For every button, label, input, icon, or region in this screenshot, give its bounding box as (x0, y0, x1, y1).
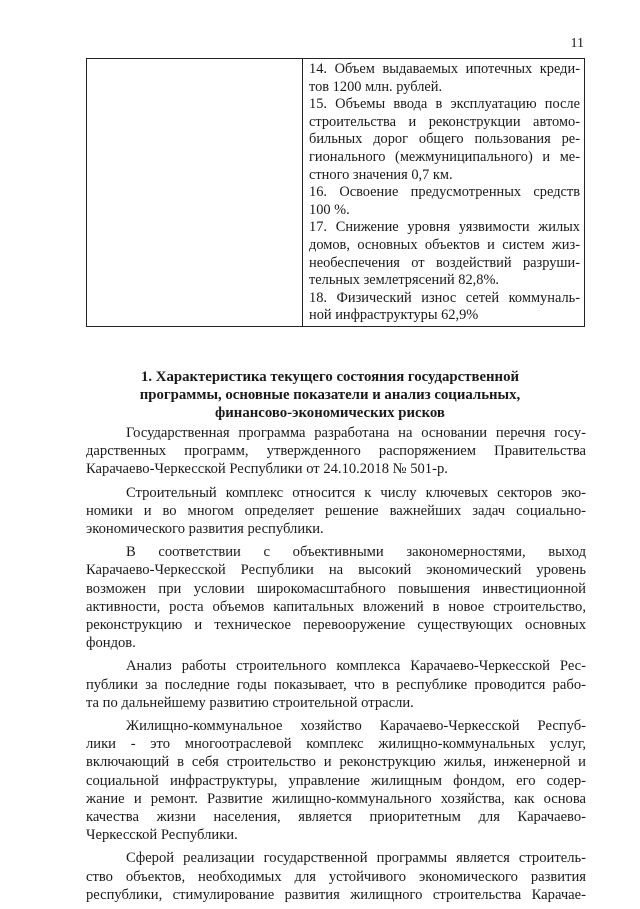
table-empty-cell (87, 59, 303, 326)
paragraph-line: жание и ремонт. Развитие жилищно-коммунального хозяйства, как основа (86, 790, 586, 807)
paragraph-line: публики за последние годы показывает, что в республике проводится рабо- (86, 676, 586, 693)
paragraph-line: Карачаево-Черкесской Республики на высокий экономический уровень (86, 562, 586, 579)
heading-line: финансово-экономических рисков (215, 405, 445, 421)
paragraph (86, 424, 586, 479)
paragraph-line: возможен при условии широкомасштабного повышения инвестиционной (86, 580, 586, 597)
indicator-line: 17. Снижение уровня уязвимости жилых (309, 219, 580, 236)
indicator-item (309, 96, 580, 184)
paragraph (86, 849, 586, 904)
paragraph-line: качества жизни населения, является приоритетным для Карачаево- (86, 809, 586, 826)
indicator-item (309, 219, 580, 289)
paragraph-line: республики, стимулирование развития жилищного строительства Карачае- (86, 886, 586, 903)
paragraph-line: Сферой реализации государственной программы является строитель- (126, 850, 586, 867)
paragraph-line: реконструкцию и техническое перевооружение существующих основных (86, 617, 586, 634)
indicator-line: бильных дорог общего пользования ре- (309, 131, 580, 148)
section-body (86, 424, 586, 909)
paragraph-line: Черкесской Республики. (86, 827, 238, 844)
paragraph-line: социальной инфраструктуры, управление жилищным фондом, его содер- (86, 772, 586, 789)
indicator-line: 16. Освоение предусмотренных средств (309, 184, 580, 201)
indicator-line: строительства и реконструкции автомо- (309, 113, 580, 130)
indicator-line: 14. Объем выдаваемых ипотечных креди- (309, 61, 580, 77)
paragraph-line: лики - это многоотраслевой комплекс жилищно-коммунальных услуг, (86, 736, 586, 753)
paragraph-line: В соответствии с объективными закономерностями, выход (126, 544, 586, 561)
paragraph-line: экономического развития республики. (86, 521, 324, 538)
indicator-line: гионального (межмуниципального) и ме- (309, 148, 580, 165)
paragraph (86, 717, 586, 844)
heading-line: программы, основные показатели и анализ социальных, (139, 387, 521, 403)
paragraph-line: ство объектов, необходимых для устойчивого экономического развития (86, 868, 586, 885)
paragraph-line: Анализ работы строительного комплекса Карачаево-Черкесской Рес- (126, 658, 586, 675)
indicators-table (86, 58, 585, 327)
paragraph-line: Государственная программа разработана на основании перечня госу- (126, 425, 586, 441)
indicator-line: 18. Физический износ сетей коммуналь- (309, 289, 580, 306)
indicator-line: необеспечения от воздействий разруши- (309, 254, 580, 271)
heading-line: 1. Характеристика текущего состояния государственной (141, 369, 519, 385)
paragraph (86, 484, 586, 539)
section-heading (90, 368, 570, 422)
indicator-line: 15. Объемы ввода в эксплуатацию после (309, 96, 580, 113)
paragraph (86, 657, 586, 712)
paragraph (86, 543, 586, 652)
paragraph-line: активности, роста объемов капитальных вложений в новое строительство, (86, 598, 586, 615)
indicator-line: стного значения 0,7 км. (309, 166, 453, 183)
paragraph-line: Карачаево-Черкесской Республики от 24.10.2018 № 501-р. (86, 461, 448, 478)
indicator-item (309, 290, 580, 325)
indicator-line: тельных землетрясений 82,8%. (309, 272, 500, 289)
indicator-line: тов 1200 млн. рублей. (309, 78, 443, 95)
paragraph-line: та по дальнейшему развитию строительной отрасли. (86, 694, 414, 711)
indicator-line: 100 %. (309, 201, 350, 218)
indicators-cell (303, 59, 584, 326)
indicator-line: ной инфраструктуры 62,9% (309, 307, 479, 324)
paragraph-line: включающий в себя строительство и реконструкцию жилья, инженерной и (86, 754, 586, 771)
indicator-item (309, 184, 580, 219)
page-number: 11 (570, 36, 584, 51)
paragraph-line: фондов. (86, 635, 136, 652)
paragraph-line: дарственных программ, утвержденного распоряжением Правительства (86, 443, 586, 460)
paragraph-line: Жилищно-коммунальное хозяйство Карачаево-Черкесской Респуб- (126, 718, 586, 735)
paragraph-line: номики и во многом определяет решение важнейших задач социально- (86, 502, 586, 519)
paragraph-line: Строительный комплекс относится к числу ключевых секторов эко- (126, 484, 586, 501)
indicator-item (309, 61, 580, 96)
indicator-line: домов, основных объектов и систем жиз- (309, 236, 580, 253)
